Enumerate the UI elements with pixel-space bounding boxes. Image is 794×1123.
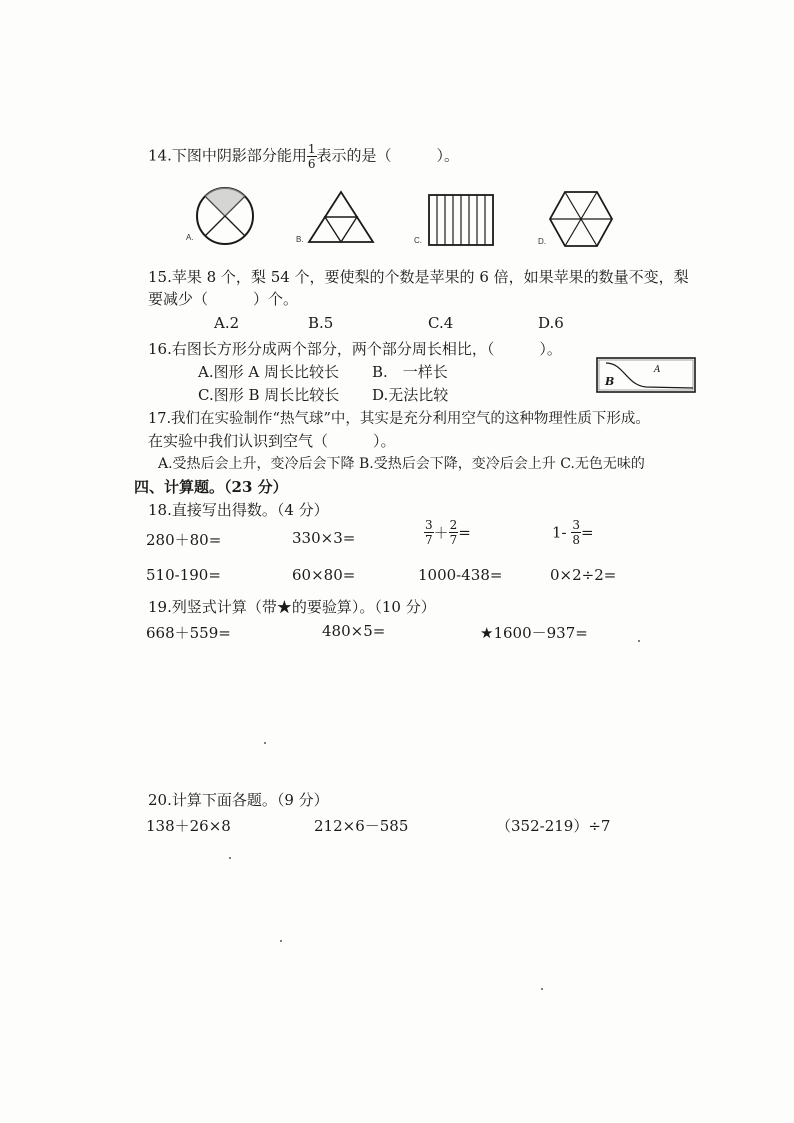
- q18-r2c1: 510-190=: [146, 566, 221, 584]
- q19-problem-2: 480×5=: [322, 622, 386, 640]
- q18-r1c2: 330×3=: [292, 529, 356, 547]
- q15-option-c: C.4: [428, 314, 454, 332]
- q18-r1c3-b-den: 7: [449, 533, 458, 547]
- q17-options: A.受热后会上升，变冷后会下降 B.受热后会下降，变冷后会上升 C.无色无味的: [158, 456, 645, 472]
- q14-label-a: A.: [186, 233, 194, 242]
- q18-r1c4-num: 3: [572, 518, 581, 532]
- q16-figure-label-a: A: [654, 365, 661, 375]
- q14-figure-d-hexagon: [548, 190, 614, 248]
- section4-title: 四、计算题。（23 分）: [134, 478, 288, 496]
- q16-stem: 16.右图长方形分成两个部分，两个部分周长相比，（ ）。: [148, 340, 562, 358]
- q18-title: 18.直接写出得数。（4 分）: [148, 501, 329, 519]
- scan-speck: [280, 940, 282, 942]
- q19-problem-3: ★1600－937=: [480, 624, 588, 642]
- q14-label-c: C.: [414, 236, 422, 245]
- q15-option-a: A.2: [214, 314, 240, 332]
- q18-r1c4-frac: [571, 519, 581, 546]
- q18-r2c3: 1000-438=: [418, 566, 503, 584]
- q15-option-b: B.5: [308, 314, 334, 332]
- q16-option-b: B. 一样长: [372, 363, 448, 381]
- q18-r1c4-eq: =: [581, 523, 594, 542]
- q18-r2c2: 60×80=: [292, 566, 356, 584]
- q14-label-b: B.: [296, 235, 304, 244]
- q18-r1c1: 280＋80=: [146, 531, 222, 549]
- q14-label-d: D.: [538, 237, 546, 246]
- q19-title: 19.列竖式计算（带★的要验算）。（10 分）: [148, 598, 436, 616]
- q18-r1c3-frac-a: [424, 519, 434, 546]
- q17-line1: 17.我们在实验制作“热气球”中，其实是充分利用空气的这种物理性质下形成。: [148, 411, 650, 427]
- q18-r2c4: 0×2÷2=: [550, 566, 617, 584]
- q17-line2: 在实验中我们认识到空气（ ）。: [148, 432, 396, 450]
- q16-option-a: A.图形 A 周长比较长: [198, 363, 339, 381]
- scan-speck: [638, 640, 640, 642]
- q15-option-d: D.6: [538, 314, 564, 332]
- scan-speck: [229, 857, 231, 859]
- q18-r1c3-eq: =: [458, 523, 471, 542]
- scan-speck: [541, 988, 543, 990]
- scan-speck: [264, 742, 266, 744]
- q18-r1c4: [552, 519, 594, 546]
- q14-figure-c-rectangle: [428, 194, 494, 246]
- q18-r1c3-a-den: 7: [425, 533, 433, 547]
- q20-problem-1: 138＋26×8: [146, 817, 231, 835]
- q20-problem-3: （352-219）÷7: [496, 817, 611, 835]
- q16-option-d: D.无法比较: [372, 386, 449, 404]
- q14-figure-b-triangle: [306, 190, 376, 245]
- q16-figure-label-b: B: [605, 375, 615, 388]
- q18-r1c4-den: 8: [572, 533, 581, 547]
- q16-option-c: C.图形 B 周长比较长: [198, 386, 340, 404]
- q18-r1c3-a-num: 3: [425, 518, 433, 532]
- q19-problem-1: 668＋559=: [146, 624, 231, 642]
- q18-r1c3-frac-b: [449, 519, 459, 546]
- q18-r1c3-op: ＋: [433, 524, 449, 542]
- q14-prefix: 14.下图中阴影部分能用: [148, 146, 307, 165]
- q14-frac-den: 6: [307, 157, 316, 171]
- q14-fraction: [307, 143, 317, 170]
- q15-line2: 要减少（ ）个。: [148, 290, 299, 308]
- q14-figure-a-circle: [190, 186, 260, 246]
- q18-r1c3-b-num: 2: [449, 518, 458, 532]
- q18-r1c3: [424, 519, 471, 546]
- q14-suffix: 表示的是（ ）。: [316, 146, 460, 165]
- q16-figure-rectangle: [596, 357, 696, 393]
- q18-r1c4-pre: 1-: [552, 523, 567, 542]
- q15-line1: 15.苹果 8 个，梨 54 个，要使梨的个数是苹果的 6 倍，如果苹果的数量不变，梨: [148, 268, 689, 286]
- q14-stem: [148, 143, 459, 170]
- q14-frac-num: 1: [307, 142, 316, 156]
- q20-title: 20.计算下面各题。（9 分）: [148, 791, 329, 809]
- q20-problem-2: 212×6－585: [314, 817, 409, 835]
